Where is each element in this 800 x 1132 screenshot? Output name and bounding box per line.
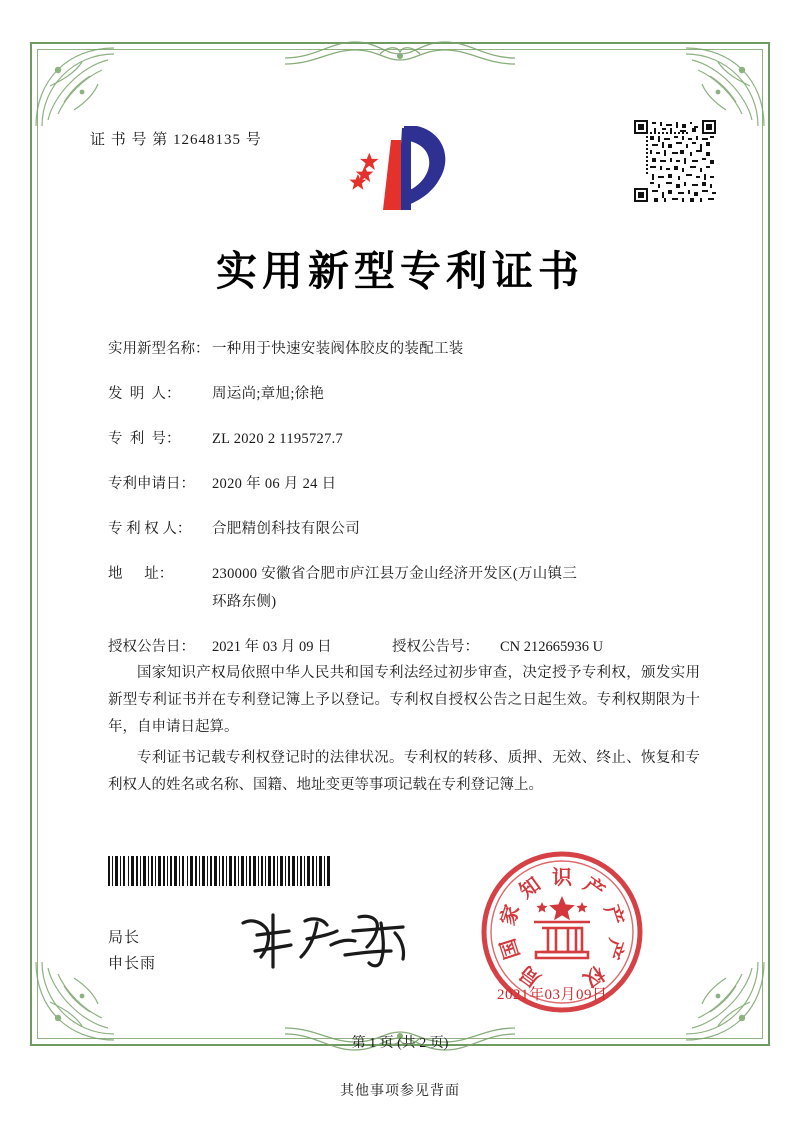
- svg-text:权: 权: [579, 960, 610, 993]
- patentee-label: 专 利 权 人：: [108, 521, 192, 537]
- inventor: [108, 383, 708, 405]
- address-line-2: 环路东侧): [212, 594, 277, 610]
- patent-number-label: 专 利 号：: [108, 431, 181, 447]
- svg-text:识: 识: [552, 865, 572, 889]
- field-list: [108, 338, 708, 676]
- handwritten-signature: [235, 905, 420, 975]
- application-date-value: 2020 年 06 月 24 日: [212, 476, 337, 492]
- paragraph-2: 专利证书记载专利权登记时的法律状况。专利权的转移、质押、无效、终止、恢复和专利权人的姓名或名称、国籍、地址变更等事项记载在专利登记簿上。: [108, 750, 700, 793]
- page-title: 实用新型专利证书: [216, 247, 584, 295]
- barcode: [108, 856, 330, 886]
- address-line-1: 230000 安徽省合肥市庐江县万金山经济开发区(万山镇三: [212, 566, 578, 582]
- application-date: [108, 473, 708, 495]
- patent-number-value: ZL 2020 2 1195727.7: [212, 431, 344, 447]
- corner-ornament-top-left: [28, 40, 120, 132]
- svg-text:家: 家: [495, 901, 525, 929]
- application-date-label: 专利申请日：: [108, 476, 195, 492]
- announcement-number-value: CN 212665936 U: [500, 639, 604, 655]
- svg-text:产: 产: [599, 901, 629, 929]
- utility-model-name-value: 一种用于快速安装阀体胶皮的装配工装: [212, 341, 464, 357]
- patentee-value: 合肥精创科技有限公司: [212, 521, 360, 537]
- svg-text:国: 国: [495, 935, 525, 963]
- address-label: 地 址：: [108, 566, 174, 582]
- top-ornament: [285, 36, 515, 76]
- utility-model-name: [108, 338, 708, 360]
- patent-office-logo-icon: [347, 118, 457, 218]
- grant-announcement-row: [108, 636, 708, 658]
- footer-note: 其他事项参见背面: [340, 1084, 460, 1099]
- seal-date: 2021年03月09日: [497, 987, 608, 1003]
- page-number: 第 1 页 (共 2 页): [351, 1036, 449, 1051]
- body-paragraphs: [108, 660, 700, 803]
- svg-text:局: 局: [514, 960, 545, 993]
- patent-number: [108, 428, 708, 450]
- svg-text:产: 产: [579, 871, 610, 904]
- utility-model-name-label: 实用新型名称：: [108, 341, 210, 357]
- corner-ornament-top-right: [680, 40, 772, 132]
- qr-code-icon: [634, 120, 716, 202]
- announcement-date-label: 授权公告日：: [108, 639, 195, 655]
- patentee: [108, 518, 708, 540]
- address: [108, 563, 708, 613]
- address-value: [212, 563, 708, 613]
- certificate-number: 证 书 号 第 12648135 号: [90, 132, 262, 148]
- director-name-label: 申长雨: [108, 956, 157, 972]
- paragraph-1: 国家知识产权局依照中华人民共和国专利法经过初步审查，决定授予专利权，颁发实用新型专利证书并在专利登记簿上予以登记。专利权自授权公告之日起生效。专利权期限为十年，自申请日起算。: [108, 665, 700, 735]
- announcement-date-value: 2021 年 03 月 09 日: [212, 639, 332, 655]
- director-title-label: 局长: [108, 930, 141, 946]
- signature-labels: [108, 925, 156, 977]
- inventor-label: 发 明 人：: [108, 386, 181, 402]
- announcement-number-label: 授权公告号：: [392, 639, 479, 655]
- svg-text:知: 知: [514, 871, 545, 904]
- svg-text:产: 产: [599, 935, 629, 963]
- inventor-value: 周运尚;章旭;徐艳: [212, 386, 325, 402]
